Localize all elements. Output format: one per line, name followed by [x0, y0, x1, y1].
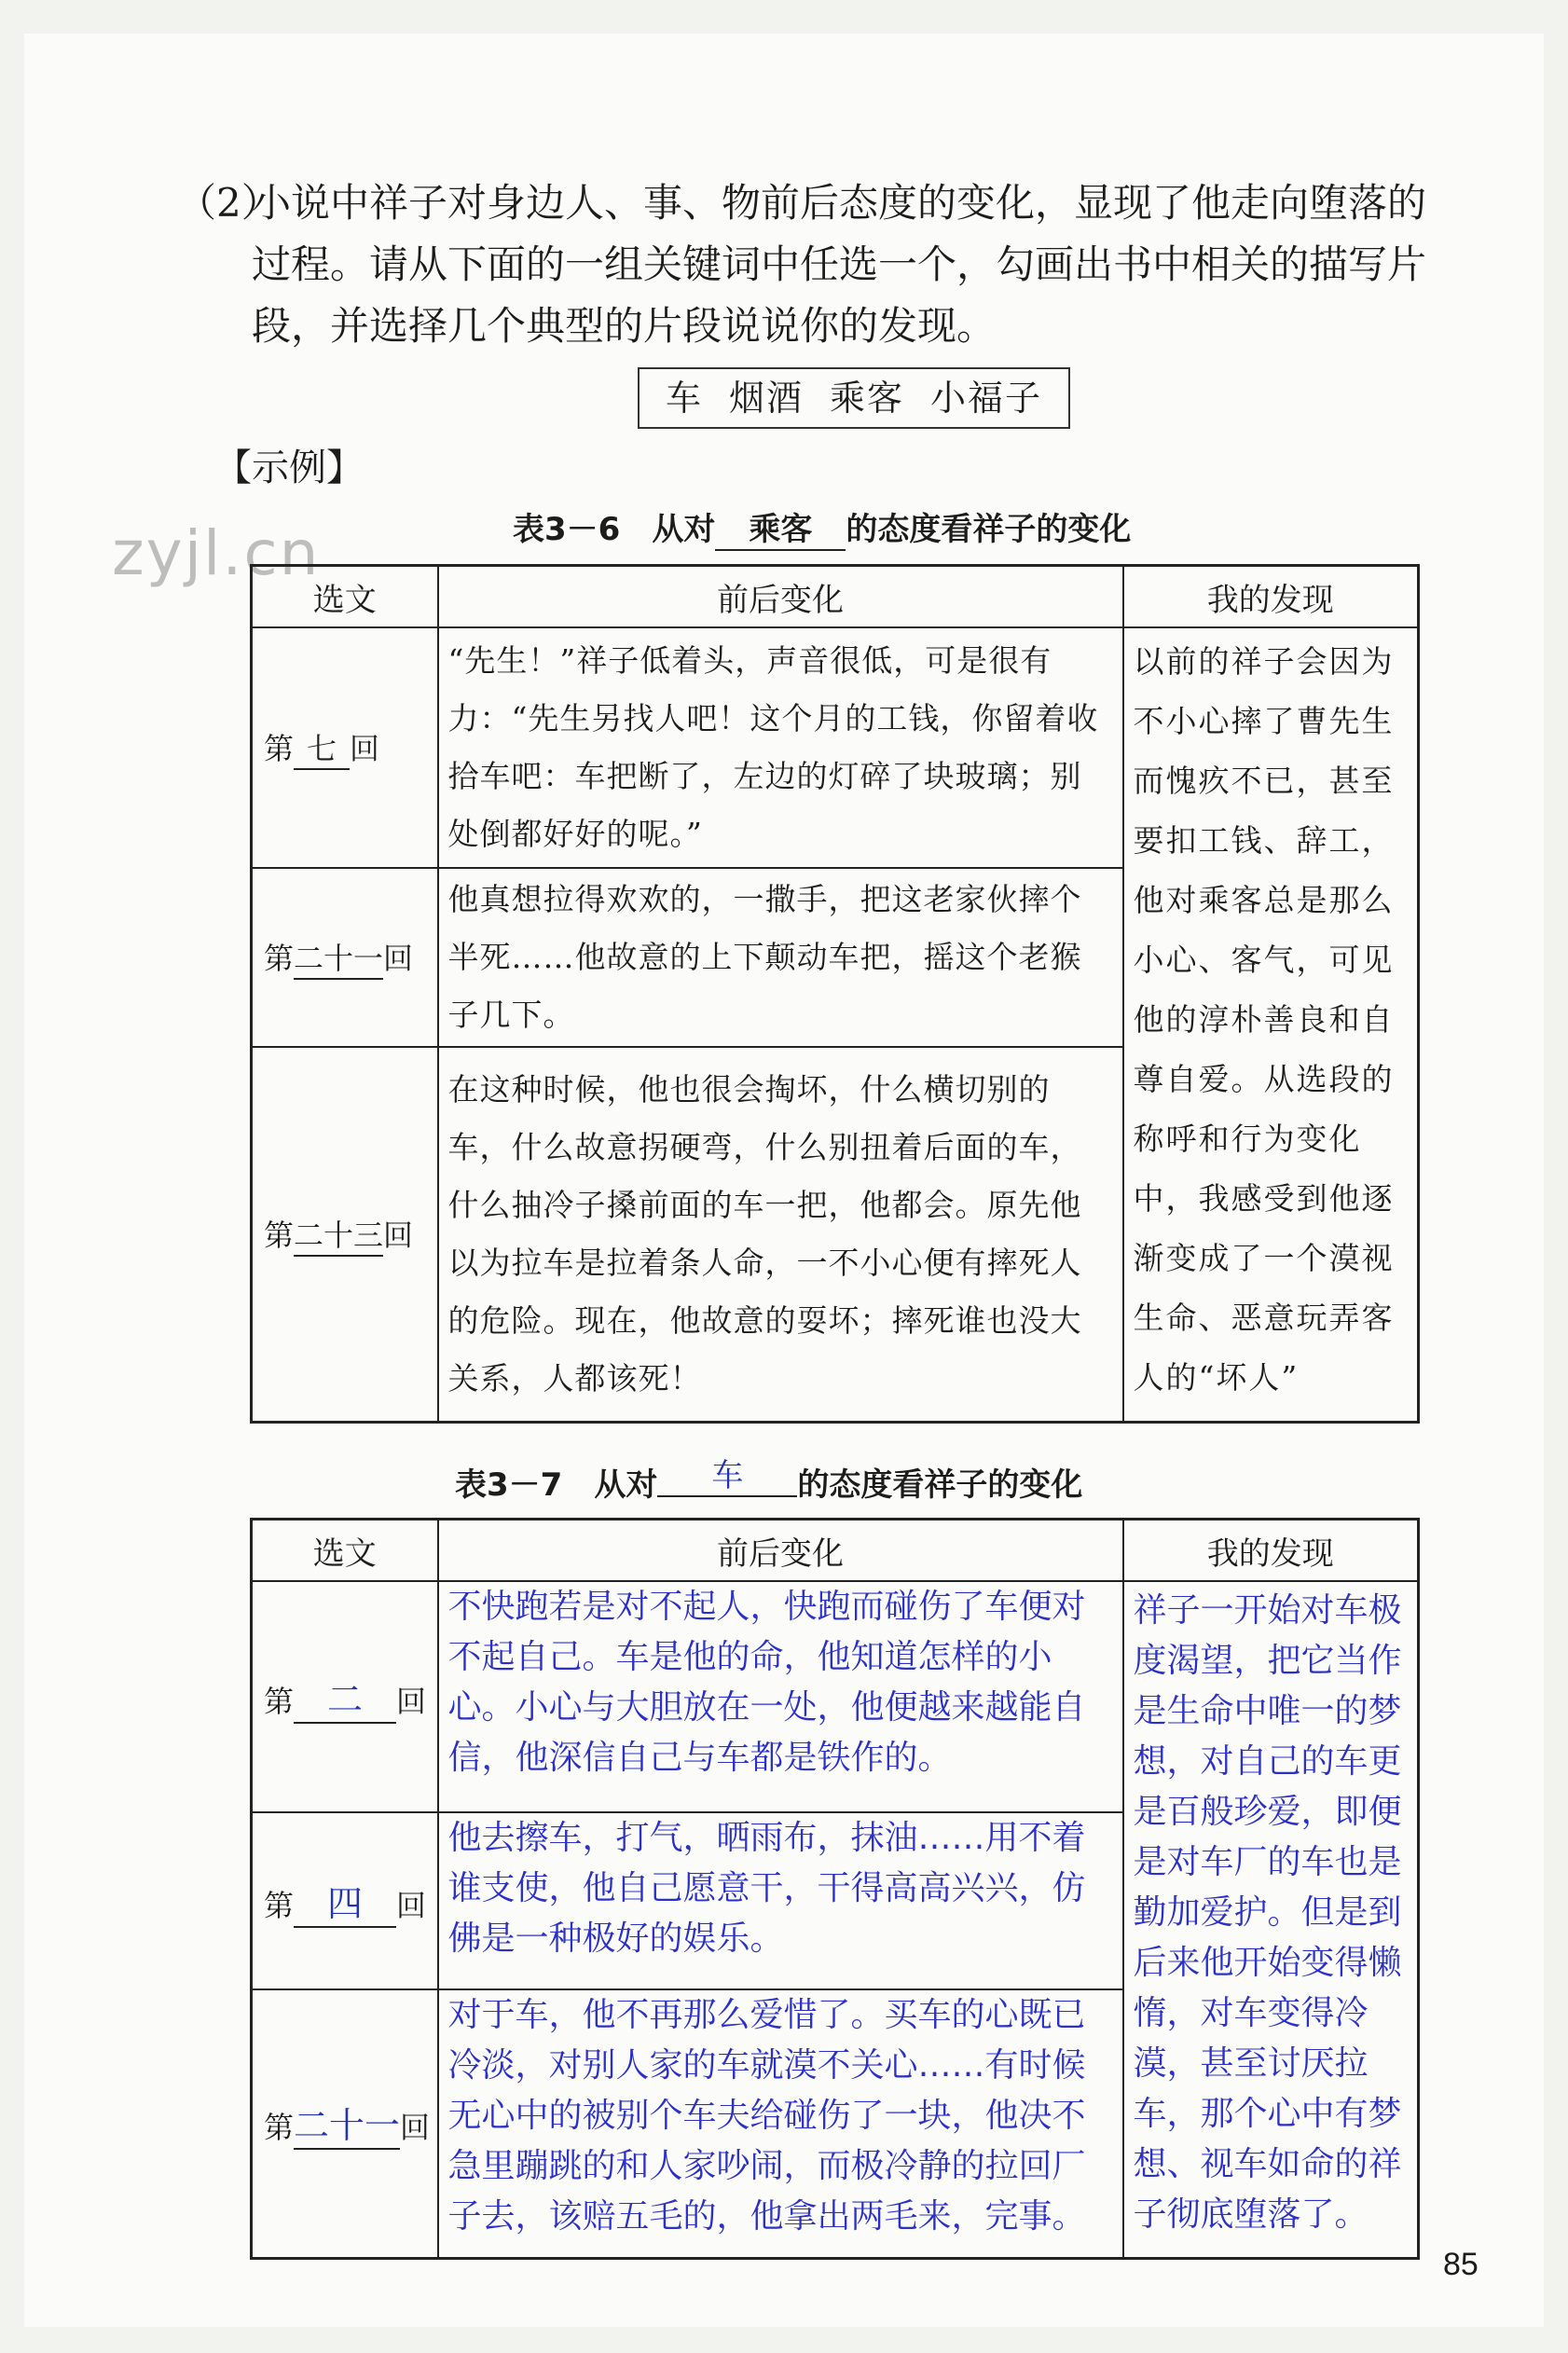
chapter-label: 第 四 回 [252, 1812, 438, 1989]
keyword: 烟酒 [729, 378, 805, 419]
caption-prefix: 表3－6 从对 [513, 511, 716, 548]
table2-caption [455, 1459, 1082, 1507]
col-header: 我的发现 [1123, 566, 1419, 628]
answer-finding-text: 祥子一开始对车极度渴望，把它当作是生命中唯一的梦想，对自己的车更是百般珍爱，即便是对车厂的车也是勤加爱护。但是到后来他开始变得懒惰，对车变得冷漠，甚至讨厌拉车，那个心中有梦想、视车如命的祥子彻底堕落了。 [1123, 1581, 1419, 2258]
col-header: 前后变化 [438, 566, 1123, 628]
chapter-label: 第二十三回 [252, 1047, 438, 1422]
chapter-label: 第二十一回 [252, 1989, 438, 2258]
caption-prefix: 表3－7 从对 [455, 1466, 658, 1504]
keyword: 小福子 [930, 378, 1043, 419]
answer-change-text: 不快跑若是对不起人，快跑而碰伤了车便对不起自己。车是他的命，他知道怎样的小心。小心与大胆放在一处，他便越来越能自信，他深信自己与车都是铁作的。 [438, 1581, 1123, 1812]
keyword: 车 [666, 378, 704, 419]
col-header: 选文 [252, 566, 438, 628]
table1-caption [513, 503, 1131, 551]
table2 [250, 1518, 1420, 2260]
col-header: 我的发现 [1123, 1520, 1419, 1582]
table1 [250, 564, 1420, 1424]
keyword: 乘客 [830, 378, 905, 419]
col-header: 选文 [252, 1520, 438, 1582]
finding-text: 以前的祥子会因为不小心摔了曹先生而愧疚不已，甚至要扣工钱、辞工，他对乘客总是那么小心、客气，可见他的淳朴善良和自尊自爱。从选段的称呼和行为变化中，我感受到他逐渐变成了一个漠视生命、恶意玩弄客人的“坏人” [1123, 627, 1419, 1422]
change-text: 他真想拉得欢欢的，一撒手，把这老家伙摔个半死……他故意的上下颠动车把，摇这个老猴子几下。 [438, 868, 1123, 1047]
chapter-label: 第 二 回 [252, 1581, 438, 1812]
question-text: 小说中祥子对身边人、事、物前后态度的变化，显现了他走向堕落的过程。请从下面的一组关键词中任选一个，勾画出书中相关的描写片段，并选择几个典型的片段说说你的发现。 [252, 180, 1427, 349]
caption-blank: 车 [657, 1450, 797, 1497]
change-text: 在这种时候，他也很会掏坏，什么横切别的车，什么故意拐硬弯，什么别扭着后面的车，什么抽冷子搡前面的车一把，他都会。原先他以为拉车是拉着条人命，一不小心便有摔死人的危险。现在，他故意的耍坏；摔死谁也没大关系，人都该死！ [438, 1047, 1123, 1422]
keyword-box [638, 367, 1070, 429]
chapter-label: 第 七 回 [252, 627, 438, 868]
col-header: 前后变化 [438, 1520, 1123, 1582]
caption-blank: 乘客 [715, 503, 846, 551]
question [177, 172, 1436, 357]
change-text: “先生！”祥子低着头，声音很低，可是很有力：“先生另找人吧！这个月的工钱，你留着收拾车吧：车把断了，左边的灯碎了块玻璃；别处倒都好好的呢。” [438, 627, 1123, 868]
watermark: zyjl.cn [112, 517, 321, 589]
example-label: 【示例】 [214, 447, 364, 489]
caption-suffix: 的态度看祥子的变化 [846, 511, 1132, 548]
answer-change-text: 对于车，他不再那么爱惜了。买车的心既已冷淡，对别人家的车就漠不关心……有时候无心中的被别个车夫给碰伤了一块，他决不急里蹦跳的和人家吵闹，而极冷静的拉回厂子去，该赔五毛的，他拿出两毛来，完事。 [438, 1989, 1123, 2258]
page-number: 85 [1443, 2247, 1479, 2282]
chapter-label: 第二十一回 [252, 868, 438, 1047]
question-number: （2） [177, 180, 281, 226]
answer-change-text: 他去擦车，打气，晒雨布，抹油……用不着谁支使，他自己愿意干，干得高高兴兴，仿佛是一种极好的娱乐。 [438, 1812, 1123, 1989]
caption-suffix: 的态度看祥子的变化 [797, 1466, 1083, 1504]
